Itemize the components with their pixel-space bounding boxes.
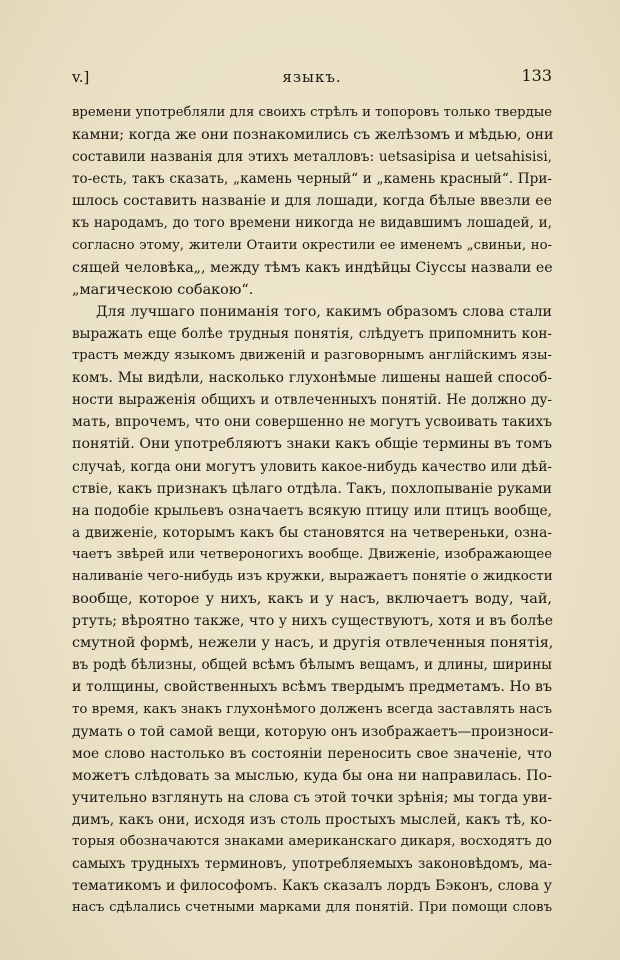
page-number: 133 bbox=[521, 66, 552, 85]
text-line: „магическою собакою“. bbox=[72, 281, 254, 298]
text-line: понятій. Они употребляютъ знаки какъ общіе термины въ томъ bbox=[72, 436, 552, 453]
text-line: и толщины, свойственныхъ всѣмъ твердымъ предметамъ. Но въ bbox=[72, 679, 552, 696]
text-line: камни; когда же они познакомились съ желѣзомъ и мѣдью, они bbox=[72, 127, 554, 144]
text-line: чаетъ звѣрей или четвероногихъ вообще. Движеніе, изображающее bbox=[72, 546, 552, 562]
running-header bbox=[72, 64, 552, 90]
text-line: можетъ слѣдовать за мыслью, куда бы она ни направилась. По- bbox=[72, 767, 552, 784]
running-title: языкъ. bbox=[282, 68, 342, 86]
text-line: шлось составить названіе и для лошади, когда бѣлые ввезли ее bbox=[72, 193, 552, 210]
text-line: согласно этому, жители Отаити окрестили ее именемъ „свиньи, но- bbox=[72, 237, 552, 253]
text-line: смутной формѣ, нежели у насъ, и другія отвлеченныя понятія, bbox=[72, 635, 554, 652]
text-line: на подобіе крыльевъ означаетъ всякую птицу или птицъ вообще, bbox=[72, 502, 552, 519]
text-line: въ родѣ бѣлизны, общей всѣмъ бѣлымъ вещамъ, и длины, ширины bbox=[72, 657, 552, 674]
text-line: времени употребляли для своихъ стрѣлъ и топоровъ только твердые bbox=[72, 105, 553, 120]
text-line: наливаніе чего-нибудь изъ кружки, выражаетъ понятіе о жидкости bbox=[72, 568, 553, 584]
text-line: ртуть; вѣроятно также, что у нихъ существуютъ, хотя и въ болѣе bbox=[72, 613, 554, 630]
text-line: то-есть, такъ сказать, „камень черный“ и „камень красный“. При- bbox=[72, 171, 552, 188]
text-line: сящей человѣка„, между тѣмъ какъ индѣйцы Сіуссы назвали ее bbox=[72, 259, 553, 276]
chapter-marker: v.] bbox=[72, 68, 90, 86]
text-line: выражать еще болѣе трудныя понятія, слѣдуетъ припомнить кон- bbox=[72, 325, 552, 342]
text-line: трастъ между языкомъ движеній и разговорнымъ англійскимъ язы- bbox=[72, 348, 552, 364]
text-line: составили названія для этихъ металловъ: uetsasipisa и uetsahisisi, bbox=[72, 149, 552, 166]
text-line: къ народамъ, до того времени никогда не видавшимъ лошадей, и, bbox=[72, 215, 552, 232]
text-line: тематикомъ и философомъ. Какъ сказалъ лордъ Бэконъ, слова у bbox=[72, 878, 552, 895]
text-line: думать о той самой вещи, которую онъ изображаетъ—произноси- bbox=[72, 723, 554, 740]
text-line: а движеніе, которымъ какъ бы становятся на четвереньки, озна- bbox=[72, 524, 552, 541]
text-line: учительно взглянуть на слова съ этой точки зрѣнія; мы тогда уви- bbox=[72, 789, 552, 806]
text-line: торыя обозначаются знаками американскаго дикаря, восходятъ до bbox=[72, 834, 552, 850]
text-line: вообще, которое у нихъ, какъ и у насъ, включаетъ воду, чай, bbox=[72, 591, 552, 608]
text-line: случаѣ, когда они могутъ уловить какое-нибудь качество или дѣй- bbox=[72, 458, 552, 475]
text-line: комъ. Мы видѣли, насколько глухонѣмые лишены нашей способ- bbox=[72, 370, 552, 387]
text-line: Для лучшаго пониманія того, какимъ образомъ слова стали bbox=[96, 303, 552, 320]
body-text bbox=[72, 102, 552, 919]
text-line: самыхъ трудныхъ терминовъ, употребляемыхъ законовѣдомъ, ма- bbox=[72, 856, 552, 873]
text-line: мать, впрочемъ, что они совершенно не могутъ усвоивать такихъ bbox=[72, 414, 552, 431]
text-line: димъ, какъ они, исходя изъ столь простыхъ мыслей, какъ тѣ, ко- bbox=[72, 812, 552, 828]
text-line: мое слово настолько въ состояніи переносить свое значеніе, что bbox=[72, 745, 552, 762]
text-line: ности выраженія общихъ и отвлеченныхъ понятій. Не должно ду- bbox=[72, 392, 552, 409]
text-line: то время, какъ знакъ глухонѣмого долженъ всегда заставлять насъ bbox=[72, 701, 552, 717]
text-line: ствіе, какъ признакъ цѣлаго отдѣла. Такъ, похлопываніе руками bbox=[72, 480, 552, 497]
text-line: насъ сдѣлались счетными марками для понятій. При помощи словъ bbox=[72, 900, 552, 916]
